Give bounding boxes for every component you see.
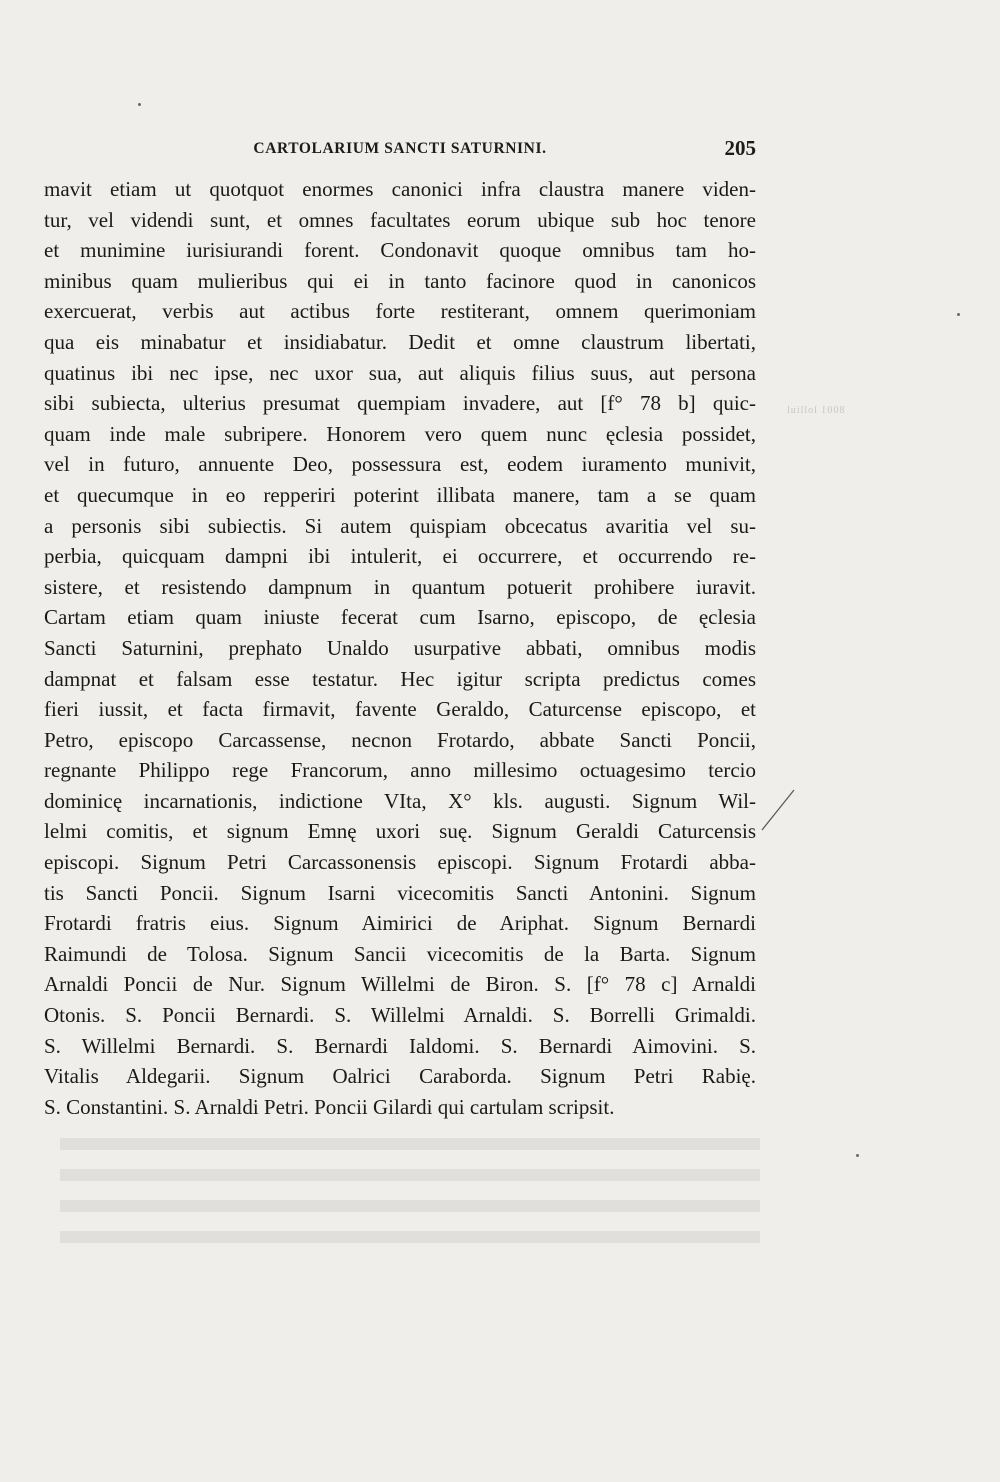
text-line: regnante Philippo rege Francorum, anno millesimo octuagesimo tercio [44, 758, 756, 783]
body-text [44, 174, 756, 1122]
text-line: episcopi. Signum Petri Carcassonensis episcopi. Signum Frotardi abba- [44, 850, 756, 875]
text-line: Raimundi de Tolosa. Signum Sancii vicecomitis de la Barta. Signum [44, 941, 756, 966]
text-line: sistere, et resistendo dampnum in quantum potuerit prohibere iuravit. [44, 574, 756, 599]
text-line: Frotardi fratris eius. Signum Aimirici de Ariphat. Signum Bernardi [44, 911, 756, 936]
stray-mark [138, 103, 141, 106]
text-line: sibi subiecta, ulterius presumat quempiam invadere, aut [f° 78 b] quic- [44, 391, 756, 416]
running-head [44, 136, 756, 166]
text-line: Petro, episcopo Carcassense, necnon Frotardo, abbate Sancti Poncii, [44, 727, 756, 752]
text-line: Cartam etiam quam iniuste fecerat cum Isarno, episcopo, de ęclesia [44, 605, 756, 630]
text-line: a personis sibi subiectis. Si autem quispiam obcecatus avaritia vel su- [44, 513, 756, 538]
text-line: lelmi comitis, et signum Emnę uxori suę. Signum Geraldi Caturcensis [44, 819, 756, 844]
text-line: qua eis minabatur et insidiabatur. Dedit et omne claustrum libertati, [44, 329, 756, 354]
text-line: dampnat et falsam esse testatur. Hec igitur scripta predictus comes [44, 666, 756, 691]
text-line: et quecumque in eo repperiri poterint illibata manere, tam a se quam [44, 482, 756, 507]
text-line: S. Willelmi Bernardi. S. Bernardi Ialdomi. S. Bernardi Aimovini. S. [44, 1033, 756, 1058]
text-line: tur, vel videndi sunt, et omnes facultates eorum ubique sub hoc tenore [44, 207, 756, 232]
text-line: minibus quam mulieribus qui ei in tanto facinore quod in canonicos [44, 268, 756, 293]
margin-pen-stroke [760, 786, 796, 832]
stray-mark [856, 1154, 859, 1157]
text-line: Arnaldi Poncii de Nur. Signum Willelmi de Biron. S. [f° 78 c] Arnaldi [44, 972, 756, 997]
text-line: et munimine iurisiurandi forent. Condonavit quoque omnibus tam ho- [44, 238, 756, 263]
text-line: exercuerat, verbis aut actibus forte restiterant, omnem querimoniam [44, 299, 756, 324]
text-line: perbia, quicquam dampni ibi intulerit, ei occurrere, et occurrendo re- [44, 544, 756, 569]
text-line: tis Sancti Poncii. Signum Isarni vicecomitis Sancti Antonini. Signum [44, 880, 756, 905]
text-line: quatinus ibi nec ipse, nec uxor sua, aut aliquis filius suus, aut persona [44, 360, 756, 385]
text-line: fieri iussit, et facta firmavit, favente Geraldo, Caturcense episcopo, et [44, 697, 756, 722]
text-line: Sancti Saturnini, prephato Unaldo usurpative abbati, omnibus modis [44, 635, 756, 660]
text-line-last: S. Constantini. S. Arnaldi Petri. Poncii Gilardi qui cartulam scripsit. [44, 1094, 615, 1119]
text-line: vel in futuro, annuente Deo, possessura est, eodem iuramento munivit, [44, 452, 756, 477]
text-line: mavit etiam ut quotquot enormes canonici infra claustra manere viden- [44, 177, 756, 201]
running-title: CARTOLARIUM SANCTI SATURNINI. [253, 140, 547, 157]
text-line: quam inde male subripere. Honorem vero quem nunc ęclesia possidet, [44, 421, 756, 446]
page-number: 205 [724, 136, 756, 160]
reverse-side-bleed [60, 1130, 760, 1250]
margin-show-through: 8001 lolliul [786, 405, 845, 416]
text-line: dominicę incarnationis, indictione VIta, X° kls. augusti. Signum Wil- [44, 788, 756, 813]
stray-mark [957, 313, 960, 316]
text-line: Otonis. S. Poncii Bernardi. S. Willelmi Arnaldi. S. Borrelli Grimaldi. [44, 1003, 756, 1028]
text-line: Vitalis Aldegarii. Signum Oalrici Caraborda. Signum Petri Rabię. [44, 1064, 756, 1089]
